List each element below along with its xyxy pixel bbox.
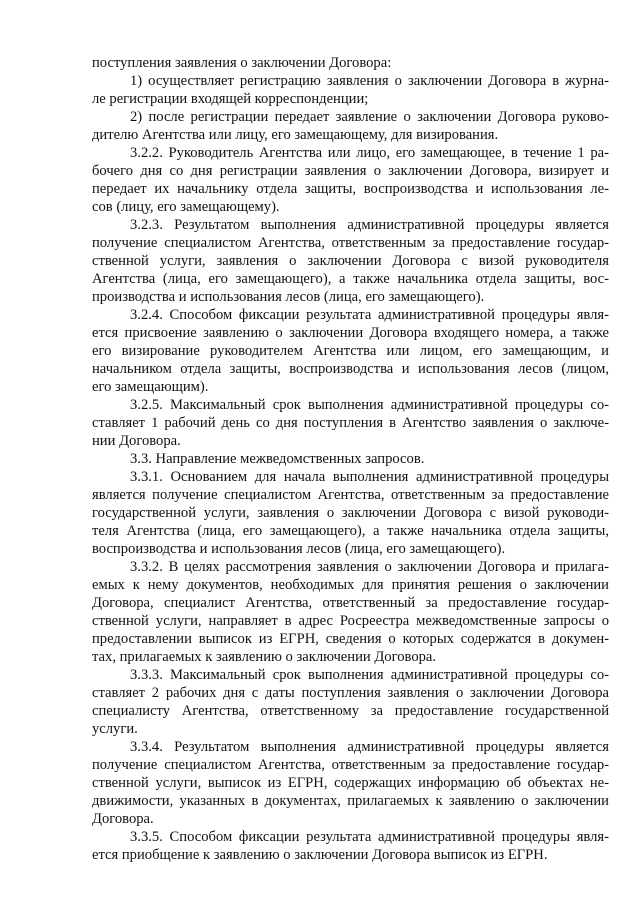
document-paragraph [92, 144, 609, 216]
paragraph-line: ется присвоение заявлению о заключении Договора входящего номера, а также [92, 325, 609, 341]
paragraph-line: специалисту Агентства, ответственному за предоставление государственной [92, 703, 609, 719]
paragraph-line: дителю Агентства или лицу, его замещающему, для визирования. [92, 127, 499, 143]
paragraph-line: Договора, специалист Агентства, ответственный за предоставление государ- [92, 595, 609, 611]
paragraph-line: Договора. [92, 811, 154, 827]
paragraph-line: движимости, указанных в документах, прилагаемых к заявлению о заключении [92, 793, 609, 809]
paragraph-line: производства и использования лесов (лица, его замещающего). [92, 289, 485, 305]
paragraph-line: 3.3.4. Результатом выполнения административной процедуры является [130, 739, 609, 755]
paragraph-line: его замещающим). [92, 379, 209, 395]
paragraph-line: теля Агентства (лица, его замещающего), а также начальника отдела защиты, [92, 523, 609, 539]
paragraph-line: получение специалистом Агентства, ответственным за предоставление государ- [92, 757, 609, 773]
paragraph-line: тах, прилагаемых к заявлению о заключении Договора. [92, 649, 437, 665]
paragraph-line: ственной услуги, направляет в адрес Росреестра межведомственные запросы о [92, 613, 609, 629]
paragraph-line: начальником отдела защиты, воспроизводства и использования лесов (лицом, [92, 361, 609, 377]
document-paragraph [92, 54, 609, 72]
document-paragraph [92, 396, 609, 450]
document-paragraph [92, 666, 609, 738]
paragraph-line: емых к нему документов, необходимых для принятия решения о заключении [92, 577, 609, 593]
paragraph-line: его визирование руководителем Агентства или лицом, его замещающим, и [92, 343, 609, 359]
paragraph-line: ставляет 2 рабочих дня с даты поступления заявления о заключении Договора [92, 685, 609, 701]
paragraph-line: 3.2.3. Результатом выполнения административной процедуры является [130, 217, 609, 233]
paragraph-line: ственной услуги, заявления о заключении Договора с визой руководителя [92, 253, 609, 269]
document-paragraph [92, 738, 609, 828]
paragraph-line: 3.3.5. Способом фиксации результата административной процедуры явля- [130, 829, 609, 845]
document-paragraph [92, 828, 609, 864]
paragraph-line: 3.3.3. Максимальный срок выполнения административной процедуры со- [130, 667, 609, 683]
paragraph-line: 3.3. Направление межведомственных запросов. [130, 451, 425, 467]
document-paragraph [92, 450, 609, 468]
paragraph-line: нии Договора. [92, 433, 181, 449]
document-paragraph [92, 558, 609, 666]
document-paragraph [92, 468, 609, 558]
paragraph-line: воспроизводства и использования лесов (лица, его замещающего). [92, 541, 506, 557]
paragraph-line: ставляет 1 рабочий день со дня поступления в Агентство заявления о заключе- [92, 415, 609, 431]
paragraph-line: ется приобщение к заявлению о заключении Договора выписок из ЕГРН. [92, 847, 548, 863]
paragraph-line: сов (лицу, его замещающему). [92, 199, 280, 215]
document-paragraph [92, 108, 609, 144]
paragraph-line: 3.3.2. В целях рассмотрения заявления о заключении Договора и прилага- [130, 559, 609, 575]
paragraph-line: ле регистрации входящей корреспонденции; [92, 91, 369, 107]
paragraph-line: Агентства (лица, его замещающего), а также начальника отдела защиты, вос- [92, 271, 609, 287]
document-paragraph [92, 216, 609, 306]
paragraph-line: 2) после регистрации передает заявление о заключении Договора руково- [130, 109, 609, 125]
paragraph-line: предоставлении выписок из ЕГРН, сведения о которых содержатся в докумен- [92, 631, 609, 647]
paragraph-line: получение специалистом Агентства, ответственным за предоставление государ- [92, 235, 609, 251]
paragraph-line: услуги. [92, 721, 138, 737]
document-paragraph [92, 306, 609, 396]
paragraph-line: 3.3.1. Основанием для начала выполнения административной процедуры [130, 469, 609, 485]
paragraph-line: 3.2.5. Максимальный срок выполнения административной процедуры со- [130, 397, 609, 413]
document-page [92, 54, 609, 864]
paragraph-line: передает их начальнику отдела защиты, воспроизводства и использования ле- [92, 181, 609, 197]
paragraph-line: бочего дня со дня регистрации заявления о заключении Договора, визирует и [92, 163, 609, 179]
paragraph-line: поступления заявления о заключении Договора: [92, 55, 392, 71]
paragraph-line: ственной услуги, выписок из ЕГРН, содержащих информацию об объектах не- [92, 775, 609, 791]
paragraph-line: 1) осуществляет регистрацию заявления о заключении Договора в журна- [130, 73, 609, 89]
paragraph-line: государственной услуги, заявления о заключении Договора с визой руководи- [92, 505, 609, 521]
paragraph-line: является получение специалистом Агентства, ответственным за предоставление [92, 487, 609, 503]
paragraph-line: 3.2.2. Руководитель Агентства или лицо, его замещающее, в течение 1 ра- [130, 145, 609, 161]
document-paragraph [92, 72, 609, 108]
paragraph-line: 3.2.4. Способом фиксации результата административной процедуры явля- [130, 307, 609, 323]
